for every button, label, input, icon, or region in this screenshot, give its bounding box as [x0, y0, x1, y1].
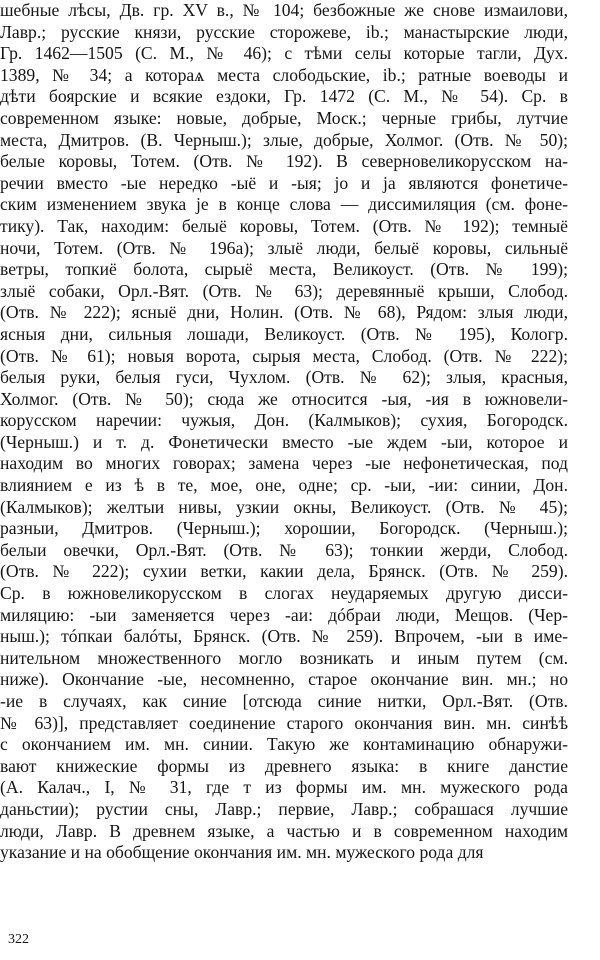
- page-number: 322: [8, 932, 29, 947]
- text-line: ским изменением звука je в конце слова — диссимиляция (см. фоне-: [0, 194, 568, 215]
- text-line: ниже). Окончание -ые, несомненно, старое окончание вин. мн.; но: [0, 669, 568, 690]
- text-line: с окончанием им. мн. синии. Такую же контаминацию обнаружи-: [0, 734, 568, 755]
- text-line: корусском наречии: чужыя, Дон. (Калмыков); сухия, Богородск.: [0, 410, 568, 431]
- text-line: места, Дмитров. (В. Черныш.); злые, добрые, Холмог. (Отв. № 50);: [0, 129, 568, 150]
- text-line: нительном множественного могло возникать и иным путем (см.: [0, 647, 568, 668]
- text-line: (Отв. № 222); ясныё дни, Нолин. (Отв. № 68), Рядом: злыя люди,: [0, 302, 568, 323]
- text-line: Лавр.; русские князи, русские сторожеве, ib.; манастырские люди,: [0, 21, 568, 42]
- text-line: тику). Так, находим: белыё коровы, Тотем. (Отв. № 192); темныё: [0, 215, 568, 236]
- text-line: белые коровы, Тотем. (Отв. № 192). В северновеликорусском на-: [0, 151, 568, 172]
- text-line: (Отв. № 61); новыя ворота, сырыя места, Слобод. (Отв. № 222);: [0, 345, 568, 366]
- text-line: дѣти боярские и всякие ездоки, Гр. 1472 (С. М., № 54). Ср. в: [0, 86, 568, 107]
- text-line: указание и на обобщение окончания им. мн. мужеского рода для: [0, 842, 484, 863]
- text-line: шебные лѣсы, Дв. гр. XV в., № 104; безбожные же снове измаилови,: [0, 0, 568, 20]
- text-line: (А. Калач., I, № 31, где т из формы им. мн. мужеского рода: [0, 777, 568, 798]
- text-line: ночи, Тотем. (Отв. № 196а); злыё люди, белыё коровы, сильныё: [0, 237, 568, 258]
- text-line: ясныя дни, сильныя лошади, Великоуст. (Отв. № 195), Кологр.: [0, 323, 568, 344]
- text-line: миляцию: -ыи заменяется через -аи: дóбраи люди, Мещов. (Чер-: [0, 604, 568, 625]
- text-line: белыи овечки, Орл.-Вят. (Отв. № 63); тонкии жерди, Слобод.: [0, 539, 568, 560]
- text-line: ныш.); тóпкаи балóты, Брянск. (Отв. № 259). Впрочем, -ыи в име-: [0, 626, 568, 647]
- text-line: -ие в случаях, как синие [отсюда синие нитки, Орл.-Вят. (Отв.: [0, 691, 568, 711]
- text-line: вают книжеские формы из древнего языка: в книге данстие: [0, 755, 568, 776]
- text-line: белыя руки, белыя гуси, Чухлом. (Отв. № 62); злыя, красныя,: [0, 367, 568, 388]
- text-line: разныи, Дмитров. (Черныш.); хорошии, Богородск. (Черныш.);: [0, 518, 568, 539]
- text-line: Ср. в южновеликорусском в слогах неударяемых другую дисси-: [0, 583, 568, 604]
- text-line: (Калмыков); желтыи нивы, узкии окны, Великоуст. (Отв. № 45);: [0, 496, 568, 517]
- text-line: даньстии); рустии сны, Лавр.; первие, Лавр.; собрашася лучшие: [0, 798, 568, 819]
- text-line: находим во многих говорах; замена через -ые нефонетическая, под: [0, 453, 568, 474]
- text-line: влиянием е из ѣ в те, мое, оне, одне; ср. -ыи, -ии: синии, Дон.: [0, 475, 568, 496]
- text-line: Холмог. (Отв. № 50); сюда же относится -ыя, -ия в южновели-: [0, 388, 568, 409]
- text-line: (Черныш.) и т. д. Фонетически вместо -ые ждем -ыи, которое и: [0, 431, 568, 452]
- text-line: Гр. 1462—1505 (С. М., № 46); с тѣми селы которые тагли, Дух.: [0, 43, 568, 64]
- text-line: речии вместо -ые нередко -ыё и -ыя; jo и ja являются фонетиче-: [0, 172, 568, 193]
- text-line: 1389, № 34; а котораѧ места слободьские, ib.; ратные воеводы и: [0, 64, 568, 85]
- text-line: (Отв. № 222); сухии ветки, какии дела, Брянск. (Отв. № 259).: [0, 561, 568, 582]
- text-line: современном языке: новые, добрые, Моск.; черные грибы, лутчие: [0, 107, 568, 128]
- text-line: люди, Лавр. В древнем языке, а частью и в современном находим: [0, 820, 568, 841]
- text-line: ветры, топкиё болота, сырыё места, Великоуст. (Отв. № 199);: [0, 259, 568, 280]
- text-line: злыё собаки, Орл.-Вят. (Отв. № 63); деревянныё крыши, Слобод.: [0, 280, 568, 301]
- text-line: № 63)], представляет соединение старого окончания вин. мн. синѣѣ: [0, 712, 568, 733]
